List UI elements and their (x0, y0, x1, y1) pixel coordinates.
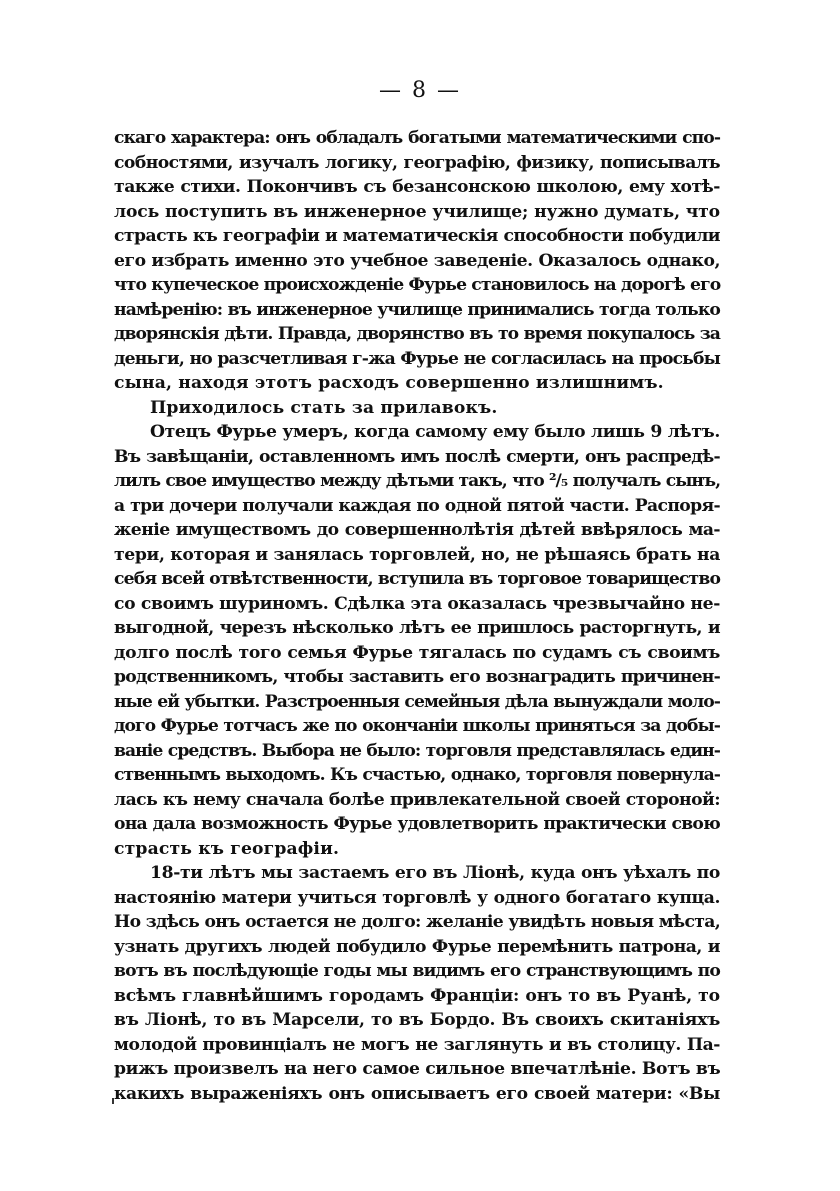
text-line: лось поступить въ инженерное училище; нужно думать, что (114, 201, 720, 222)
text-line: его избрать именно это учебное заведеніе. Оказалось однако, (114, 250, 720, 271)
text-line: со своимъ шуриномъ. Сдѣлка эта оказалась чрезвычайно не- (114, 593, 720, 614)
text-line: тери, которая и занялась торговлей, но, не рѣшаясь брать на (114, 544, 720, 565)
text-line: Въ завѣщаніи, оставленномъ имъ послѣ смерти, онъ распредѣ- (114, 446, 720, 467)
text-line: рижъ произвелъ на него самое сильное впечатлѣніе. Вотъ въ (114, 1059, 721, 1079)
text-line: Отецъ Фурье умеръ, когда самому ему было лишь 9 лѣтъ. (150, 422, 720, 442)
text-line: дого Фурье тотчасъ же по окончаніи школы приняться за добы- (114, 716, 720, 736)
text-line: Приходилось стать за прилавокъ. (150, 397, 498, 418)
text-line: что купеческое происхожденіе Фурье становилось на дорогѣ его (114, 275, 721, 295)
text-line: а три дочери получали каждая по одной пятой части. Распоря- (114, 495, 720, 516)
text-line: выгодной, черезъ нѣсколько лѣтъ ее пришлось расторгнуть, и (114, 618, 720, 638)
text-line: ные ей убытки. Разстроенныя семейныя дѣла вынуждали моло- (114, 691, 720, 712)
text-line: намѣренію: въ инженерное училище принимались тогда только (114, 299, 720, 320)
page-number: — 8 — (379, 78, 461, 103)
text-line: страсть къ географіи. (114, 838, 340, 859)
text-line: долго послѣ того семья Фурье тягалась по судамъ съ своимъ (114, 642, 720, 663)
text-line: сына, находя этотъ расходъ совершенно излишнимъ. (114, 373, 664, 393)
text-line: также стихи. Покончивъ съ безансонскою школою, ему хотѣ- (114, 177, 720, 197)
print-speck (112, 1098, 114, 1104)
text-line: ваніе средствъ. Выбора не было: торговля представлялась един- (114, 740, 720, 761)
text-line: какихъ выраженіяхъ онъ описываетъ его своей матери: «Вы (114, 1083, 720, 1104)
text-line: родственникомъ, чтобы заставить его вознаградить причинен- (114, 667, 720, 687)
text-line: женіе имуществомъ до совершеннолѣтія дѣтей ввѣрялось ма- (114, 520, 720, 540)
text-line: настоянію матери учиться торговлѣ у одного богатаго купца. (114, 887, 720, 908)
text-line: скаго характера: онъ обладалъ богатыми математическими спо- (114, 128, 720, 148)
text-line: всѣмъ главнѣйшимъ городамъ Франціи: онъ то въ Руанѣ, то (114, 985, 720, 1006)
text-line: дворянскія дѣти. Правда, дворянство въ то время покупалось за (114, 324, 720, 344)
text-line: 18-ти лѣтъ мы застаемъ его въ Ліонѣ, куда онъ уѣхалъ по (150, 863, 720, 883)
text-line: молодой провинціалъ не могъ не заглянуть и въ столицу. Па- (114, 1034, 720, 1055)
text-line: она дала возможность Фурье удовлетворить практически свою (114, 814, 720, 834)
text-line: Но здѣсь онъ остается не долго: желаніе увидѣть новыя мѣста, (114, 912, 721, 932)
text-line: въ Ліонѣ, то въ Марсели, то въ Бордо. Въ своихъ скитаніяхъ (114, 1010, 720, 1030)
text-line: себя всей отвѣтственности, вступила въ торговое товарищество (114, 569, 721, 589)
text-line: деньги, но разсчетливая г-жа Фурье не согласилась на просьбы (114, 348, 720, 369)
text-line: лилъ свое имущество между дѣтьми такъ, что ²/₅ получалъ сынъ, (114, 471, 720, 491)
text-line: узнать другихъ людей побудило Фурье перемѣнить патрона, и (114, 936, 720, 957)
text-line: собностями, изучалъ логику, географію, физику, пописывалъ (114, 152, 720, 173)
text-line: лась къ нему сначала болѣе привлекательной своей стороной: (114, 789, 720, 810)
text-line: ственнымъ выходомъ. Къ счастью, однако, торговля повернула- (114, 765, 720, 785)
text-line: вотъ въ послѣдующіе годы мы видимъ его странствующимъ по (114, 961, 720, 981)
body-text (114, 126, 720, 1106)
text-line: страсть къ географіи и математическія способности побудили (114, 226, 720, 246)
